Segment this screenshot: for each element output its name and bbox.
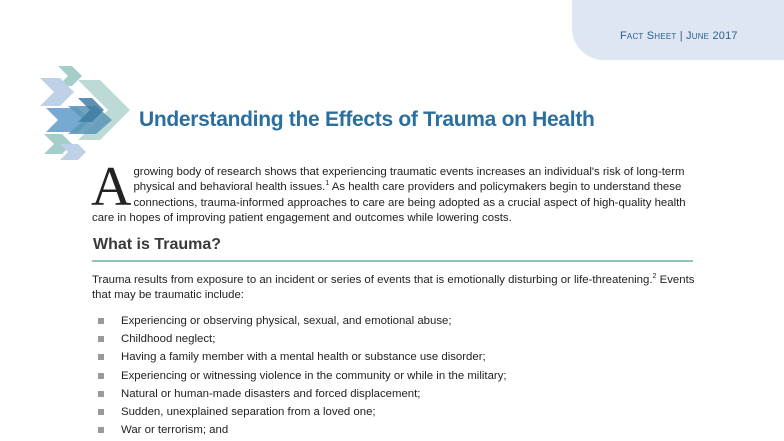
section-paragraph	[92, 273, 702, 302]
list-item: Having a family member with a mental health or substance use disorder;	[98, 348, 507, 366]
section-text: Trauma results from exposure to an incident or series of events that is emotionally disturbing or life-threatening.	[92, 274, 653, 286]
list-item: War or terrorism; and	[98, 421, 507, 439]
bullet-square-icon	[98, 318, 104, 324]
bullet-square-icon	[98, 427, 104, 433]
footnote-ref-2[interactable]: 2	[652, 273, 657, 281]
bullet-square-icon	[98, 409, 104, 415]
arrow-chevrons-logo-icon	[38, 62, 138, 162]
section-text-2: Events that may be traumatic include:	[92, 274, 695, 301]
list-item: Natural or human-made disasters and forced displacement;	[98, 385, 507, 403]
section-divider	[92, 260, 693, 262]
intro-paragraph	[91, 156, 697, 227]
list-item: Experiencing or witnessing violence in the community or while in the military;	[98, 367, 507, 385]
fact-sheet-badge: Fact Sheet | June 2017	[620, 30, 738, 42]
footnote-ref-1[interactable]: 1	[325, 180, 330, 188]
list-item: Experiencing or observing physical, sexual, and emotional abuse;	[98, 312, 507, 330]
intro-text: growing body of research shows that experiencing traumatic events increases an individual's risk of long-term physical and behavioral health issues.	[133, 166, 685, 194]
list-item: Sudden, unexplained separation from a loved one;	[98, 403, 507, 421]
intro-text-2: As health care providers and policymakers begin to understand these connections, trauma-informed approaches to care are being adopted as a crucial aspect of high-quality health care in hopes of improving patient engagement and outcomes while lowering costs.	[92, 181, 686, 225]
bullet-square-icon	[98, 391, 104, 397]
section-heading: What is Trauma?	[93, 236, 222, 253]
list-item: Childhood neglect;	[98, 330, 507, 348]
bullet-square-icon	[98, 373, 104, 379]
page-title: Understanding the Effects of Trauma on Health	[139, 108, 595, 131]
bullet-square-icon	[98, 354, 104, 360]
bullet-square-icon	[98, 336, 104, 342]
trauma-events-list	[98, 312, 507, 439]
drop-cap: A	[91, 156, 132, 218]
